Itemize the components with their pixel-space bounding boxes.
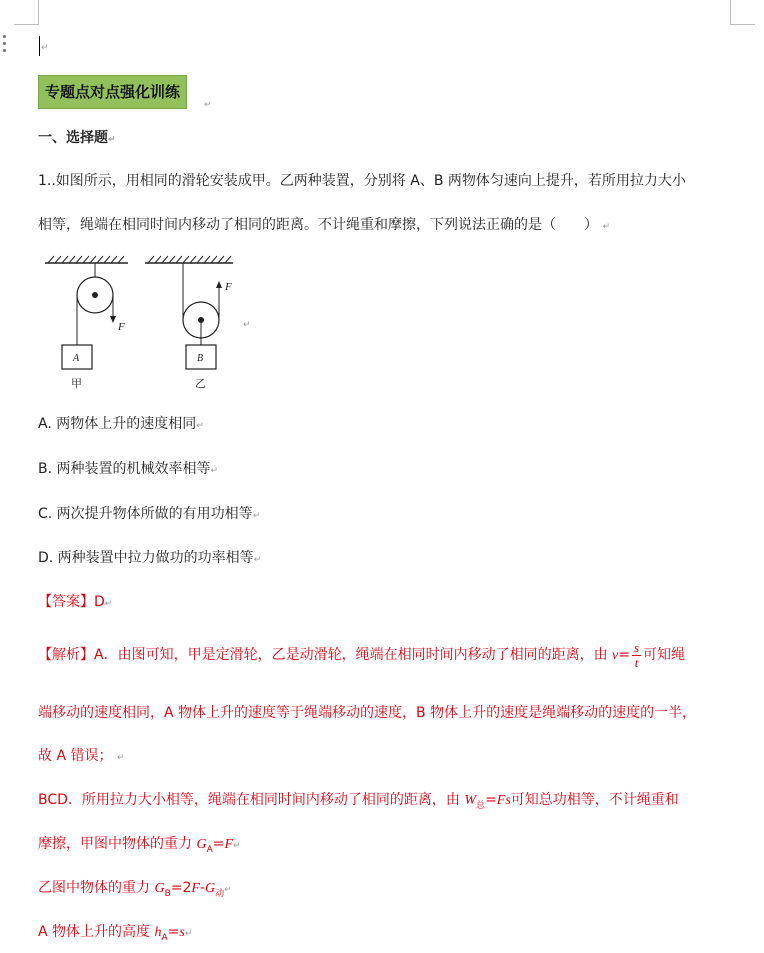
analysis-b-weight-text: 乙图中物体的重力	[38, 880, 150, 896]
fraction-denominator: t	[634, 654, 639, 670]
force-distance-symbol: Fs	[496, 793, 511, 808]
weight-b-symbol: G	[154, 881, 165, 896]
section-heading	[38, 127, 116, 147]
paragraph-mark-icon: ↵	[196, 421, 204, 431]
work-subscript: 总	[476, 800, 486, 811]
pulley-weight-symbol: G	[205, 881, 216, 896]
equals-sign: =	[167, 924, 180, 940]
work-symbol: W	[464, 793, 477, 808]
force-label-left: F	[118, 321, 125, 333]
ceiling-left	[45, 256, 128, 263]
weight-a-subscript: A	[206, 844, 213, 855]
analysis-a-text-3: 故 A 错误；	[38, 748, 113, 764]
analysis-bcd-text: BCD．所用拉力大小相等，绳端在相同时间内移动了相同的距离，由	[38, 792, 460, 808]
analysis-a-text-end: 可知绳	[643, 647, 686, 663]
block-a-label: A	[73, 353, 80, 364]
caption-left: 甲	[71, 378, 82, 390]
fraction-numerator: s	[633, 639, 640, 655]
ceiling-right	[145, 256, 233, 263]
answer-text: 【答案】D	[38, 594, 105, 610]
paragraph-mark-icon: ↵	[243, 320, 251, 330]
analysis-a-text-2: 端移动的速度相同，A 物体上升的速度等于绳端移动的速度，B 物体上升的速度是绳端移动的速度的一半，	[38, 705, 697, 721]
option-a-text: A. 两物体上升的速度相同	[38, 416, 197, 432]
weight-b-subscript: B	[164, 888, 171, 899]
pulley-figure	[40, 250, 255, 395]
equals-two: =2	[170, 880, 192, 896]
section-heading-text: 一、选择题	[38, 130, 108, 146]
question-text-2: 相等，绳端在相同时间内移动了相同的距离。不计绳重和摩擦，下列说法正确的是（ ）	[38, 217, 598, 233]
paragraph-mark-icon: ↵	[116, 753, 125, 763]
paragraph-mark-icon: ↵	[108, 135, 116, 145]
movable-pulley	[183, 263, 222, 345]
caption-right: 乙	[195, 378, 206, 390]
drag-handle-icon[interactable]	[3, 35, 7, 56]
force-symbol: F	[191, 881, 200, 896]
equals-sign: =	[485, 792, 497, 808]
force-label-right: F	[225, 281, 232, 293]
fraction-s-over-t	[632, 641, 641, 670]
option-b[interactable]	[38, 458, 218, 478]
answer-line	[38, 591, 112, 611]
option-c[interactable]	[38, 503, 260, 523]
force-symbol: F	[224, 837, 234, 852]
pulley-weight-subscript: 动	[215, 888, 225, 899]
banner-text: 专题点对点强化训练	[45, 83, 181, 101]
analysis-a-text: 【解析】A．由图可知，甲是定滑轮，乙是动滑轮，绳端在相同时间内移动了相同的距离，由	[38, 647, 608, 663]
paragraph-mark-icon: ↵	[184, 929, 193, 939]
option-d-text: D. 两种装置中拉力做功的功率相等	[38, 550, 254, 566]
option-b-text: B. 两种装置的机械效率相等	[38, 461, 211, 477]
equals-sign: =	[618, 647, 630, 663]
analysis-line-2	[38, 702, 696, 722]
paragraph-mark-icon: ↵	[104, 599, 113, 609]
analysis-line-3	[38, 745, 124, 765]
analysis-line-5	[38, 833, 241, 855]
paragraph-mark-icon: ↵	[210, 466, 219, 476]
velocity-symbol: v	[612, 648, 619, 663]
option-a[interactable]	[38, 413, 204, 433]
analysis-line-6	[38, 877, 232, 899]
question-text-1: 1..如图所示，用相同的滑轮安装成甲。乙两种装置，分别将 A、B 两物体匀速向上提升，若所用拉力大小	[38, 173, 686, 189]
page-corner-marker-top-left	[14, 0, 39, 25]
height-a-subscript: A	[161, 932, 168, 943]
paragraph-mark-icon: ↵	[233, 841, 241, 851]
title-banner	[38, 75, 187, 109]
paragraph-mark-icon: ↵	[41, 43, 49, 53]
distance-symbol: s	[179, 925, 185, 940]
text-cursor	[39, 36, 40, 56]
weight-a-symbol: G	[196, 837, 207, 852]
analysis-line-7	[38, 921, 192, 943]
paragraph-mark-icon: ↵	[224, 885, 232, 895]
option-c-text: C. 两次提升物体所做的有用功相等	[38, 506, 253, 522]
question-line-2	[38, 214, 610, 234]
paragraph-mark-icon: ↵	[602, 222, 610, 232]
paragraph-mark-icon: ↵	[253, 555, 262, 565]
equals-sign: =	[212, 836, 225, 852]
paragraph-mark-icon: ↵	[252, 511, 261, 521]
analysis-line-4	[38, 789, 679, 811]
analysis-bcd-text-2: 摩擦，甲图中物体的重力	[38, 836, 192, 852]
option-d[interactable]	[38, 547, 261, 567]
analysis-height-text: A 物体上升的高度	[38, 924, 151, 940]
block-b-label: B	[197, 353, 204, 364]
minus-sign: -	[199, 880, 206, 896]
height-a-symbol: h	[154, 925, 162, 940]
fixed-pulley	[77, 263, 116, 345]
analysis-line-1	[38, 637, 685, 674]
analysis-bcd-text-end: 可知总功相等，不计绳重和	[510, 792, 679, 808]
question-line-1	[38, 170, 686, 190]
paragraph-mark-icon: ↵	[204, 100, 212, 110]
page-corner-marker-top-right	[730, 0, 755, 25]
